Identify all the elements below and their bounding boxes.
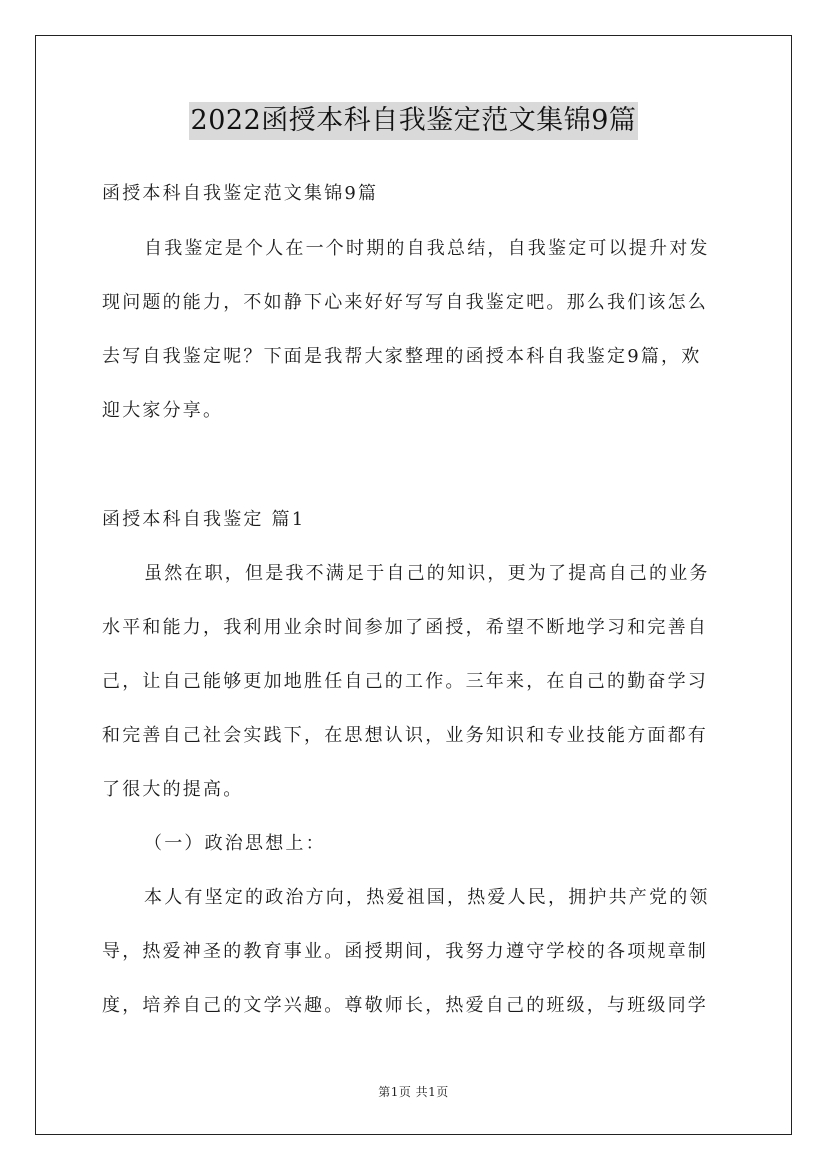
page-footer: 第1页 共1页 (378, 1085, 449, 1099)
intro-line-4: 迎大家分享。 (102, 400, 224, 421)
title-container (0, 102, 827, 140)
paragraph-line: 和完善自己社会实践下，在思想认识，业务知识和专业技能方面都有 (102, 725, 708, 746)
paragraph-line: 导，热爱神圣的教育事业。函授期间，我努力遵守学校的各项规章制 (102, 941, 708, 962)
paragraph-line: 了很大的提高。 (102, 779, 244, 800)
subheading: （一）政治思想上： (144, 833, 326, 854)
paragraph-line: 本人有坚定的政治方向，热爱祖国，热爱人民，拥护共产党的领 (144, 887, 710, 908)
intro-line-2: 现问题的能力，不如静下心来好好写写自我鉴定吧。那么我们该怎么 (102, 292, 708, 313)
document-title: 2022函授本科自我鉴定范文集锦9篇 (189, 102, 639, 140)
paragraph-line: 虽然在职，但是我不满足于自己的知识，更为了提高自己的业务 (144, 563, 710, 584)
intro-line-1: 自我鉴定是个人在一个时期的自我总结，自我鉴定可以提升对发 (144, 238, 710, 259)
section-heading: 函授本科自我鉴定 篇1 (102, 509, 306, 530)
intro-line-3: 去写自我鉴定呢？下面是我帮大家整理的函授本科自我鉴定9篇，欢 (102, 346, 702, 367)
paragraph-line: 己，让自己能够更加地胜任自己的工作。三年来，在自己的勤奋学习 (102, 671, 708, 692)
paragraph-line: 度，培养自己的文学兴趣。尊敬师长，热爱自己的班级，与班级同学 (102, 995, 708, 1016)
document-subtitle: 函授本科自我鉴定范文集锦9篇 (102, 183, 379, 204)
paragraph-line: 水平和能力，我利用业余时间参加了函授，希望不断地学习和完善自 (102, 617, 708, 638)
